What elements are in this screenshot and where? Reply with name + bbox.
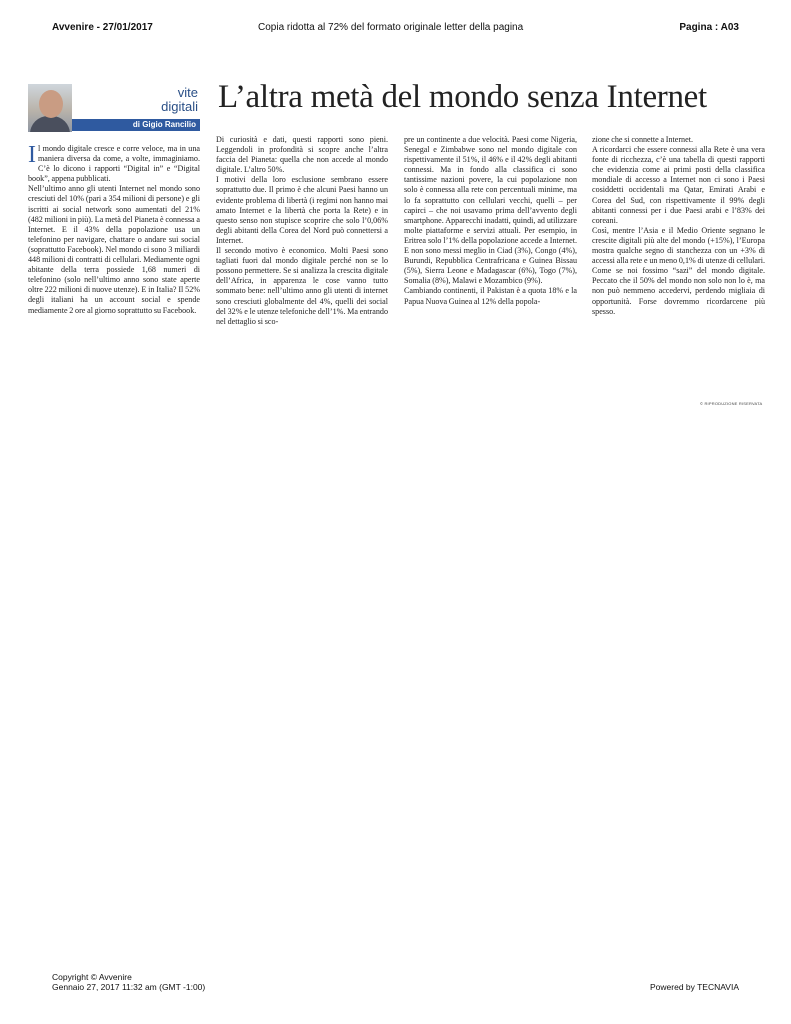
rubric-title-line2: digitali bbox=[161, 99, 198, 114]
footer-copyright: Copyright © Avvenire bbox=[52, 972, 132, 982]
paragraph: Cambiando continenti, il Pakistan è a quota 18% e la Papua Nuova Guinea al 12% della popola- bbox=[404, 286, 577, 306]
author-photo-shoulders bbox=[30, 116, 70, 132]
article-column-2 bbox=[216, 135, 388, 413]
author-byline: di Gigio Rancilio bbox=[72, 119, 200, 131]
footer-powered-by: Powered by TECNAVIA bbox=[650, 982, 739, 992]
paragraph: I motivi della loro esclusione sembrano essere soprattutto due. Il primo è che alcuni Paesi hanno un evidente problema di libertà (i regimi non hanno mai amato Internet e la libertà che porta la Rete) e in questo senso non stupisce scoprire che solo l’0,06% degli abitanti della Corea del Nord può connettersi a Internet. bbox=[216, 175, 388, 245]
paragraph: A ricordarci che essere connessi alla Rete è una vera fonte di ricchezza, c’è una tabella di questi rapporti che evidenzia come ai primi posti della classifica mondiale di accesso a Internet non ci sono i Paesi cosiddetti occidentali ma Qatar, Emirati Arabi e Corea del Sud, con rispettivamente il 99% degli abitanti connessi per i due Paesi arabi e l’83% dei coreani. bbox=[592, 145, 765, 225]
paragraph: Nell’ultimo anno gli utenti Internet nel mondo sono cresciuti del 10% (pari a 354 milioni di persone) e gli iscritti ai social network sono aumentati del 21% (482 milioni in più). La metà del Pianeta è connessa a Internet. E il 43% della popolazione usa un telefonino per navigare, chattare o andare sui social (soprattutto Facebook). Nel mondo ci sono 3 miliardi 448 milioni di contratti di cellulari. Mediamente ogni abitante della terra possiede 1,68 numeri di telefonino (solo nell’ultimo anno sono state aperte oltre 222 milioni di nuove utenze). E in Italia? Il 52% degli italiani ha un account social e spende mediamente 2 ore al giorno soprattutto su Facebook. bbox=[28, 184, 200, 315]
paragraph: Di curiosità e dati, questi rapporti sono pieni. Leggendoli in profondità si scopre anche l’altra faccia del Pianeta: quella che non accede al mondo digitale. L’altro 50%. bbox=[216, 135, 388, 175]
copyright-notice: © RIPRODUZIONE RISERVATA bbox=[700, 401, 763, 406]
article-column-3 bbox=[404, 135, 577, 413]
paragraph: Così, mentre l’Asia e il Medio Oriente segnano le crescite digitali più alte del mondo (+15%), l’Europa mostra qualche segno di stanchezza con un +3% di accessi alla rete e un meno 0,1% di utenze di cellulari. Come se noi fossimo “sazi” del mondo digitale. Peccato che il 50% del mondo non solo non lo è, ma non può nemmeno accedervi, perdendo migliaia di opportunità. Forse dovremmo ricordarcene più spesso. bbox=[592, 225, 765, 316]
paragraph: Il mondo digitale cresce e corre veloce, ma in una maniera diversa da come, a volte, immaginiamo. C’è lo dicono i rapporti “Digital in” e “Digital book”, appena pubblicati. bbox=[28, 144, 200, 184]
page-number: Pagina : A03 bbox=[679, 22, 739, 33]
paragraph: pre un continente a due velocità. Paesi come Nigeria, Senegal e Zimbabwe sono nel mondo digitale con rispettivamente il 51%, il 46% e il 42% degli abitanti connessi. Ma in fondo alla classifica ci sono tantissime nazioni povere, la cui popolazione non solo è connessa alla rete con percentuali minime, ma lo fa soprattutto con cellulari vecchi, quelli – per capirci – che noi usavamo prima dell’avvento degli smartphone. Apparecchi inadatti, quindi, ad utilizzare molte piattaforme e servizi attuali. Per esempio, in Eritrea solo l’1% della popolazione accede a Internet. E non sono messi meglio in Ciad (3%), Congo (4%), Burundi, Repubblica Centrafricana e Guinea Bissau (5%), Sierra Leone e Madagascar (6%), Togo (7%), Somalia (8%), Malawi e Mozambico (9%). bbox=[404, 135, 577, 286]
article-headline: L’altra metà del mondo senza Internet bbox=[218, 79, 707, 115]
drop-cap: I bbox=[28, 144, 36, 168]
newspaper-date: Avvenire - 27/01/2017 bbox=[52, 22, 153, 33]
reduced-copy-note: Copia ridotta al 72% del formato originale letter della pagina bbox=[258, 22, 524, 33]
column-rubric bbox=[28, 84, 200, 132]
paragraph: zione che si connette a Internet. bbox=[592, 135, 693, 144]
article-column-1 bbox=[28, 144, 200, 700]
author-photo bbox=[28, 84, 72, 132]
article-column-4 bbox=[592, 135, 765, 413]
rubric-title-line1: vite bbox=[177, 85, 198, 100]
paragraph: Il secondo motivo è economico. Molti Paesi sono tagliati fuori dal mondo digitale perché non se lo possono permettere. Se si analizza la crescita digitale dell’Africa, in apparenza le cose vanno tutto sommato bene: nell’ultimo anno gli utenti di internet sono cresciuti globalmente del 4%, quelli dei social del 32% e le utenze telefoniche dell’1%. Ma entrando nel dettaglio si sco- bbox=[216, 246, 388, 326]
footer-timestamp: Gennaio 27, 2017 11:32 am (GMT -1:00) bbox=[52, 982, 206, 992]
author-photo-face bbox=[39, 90, 63, 118]
